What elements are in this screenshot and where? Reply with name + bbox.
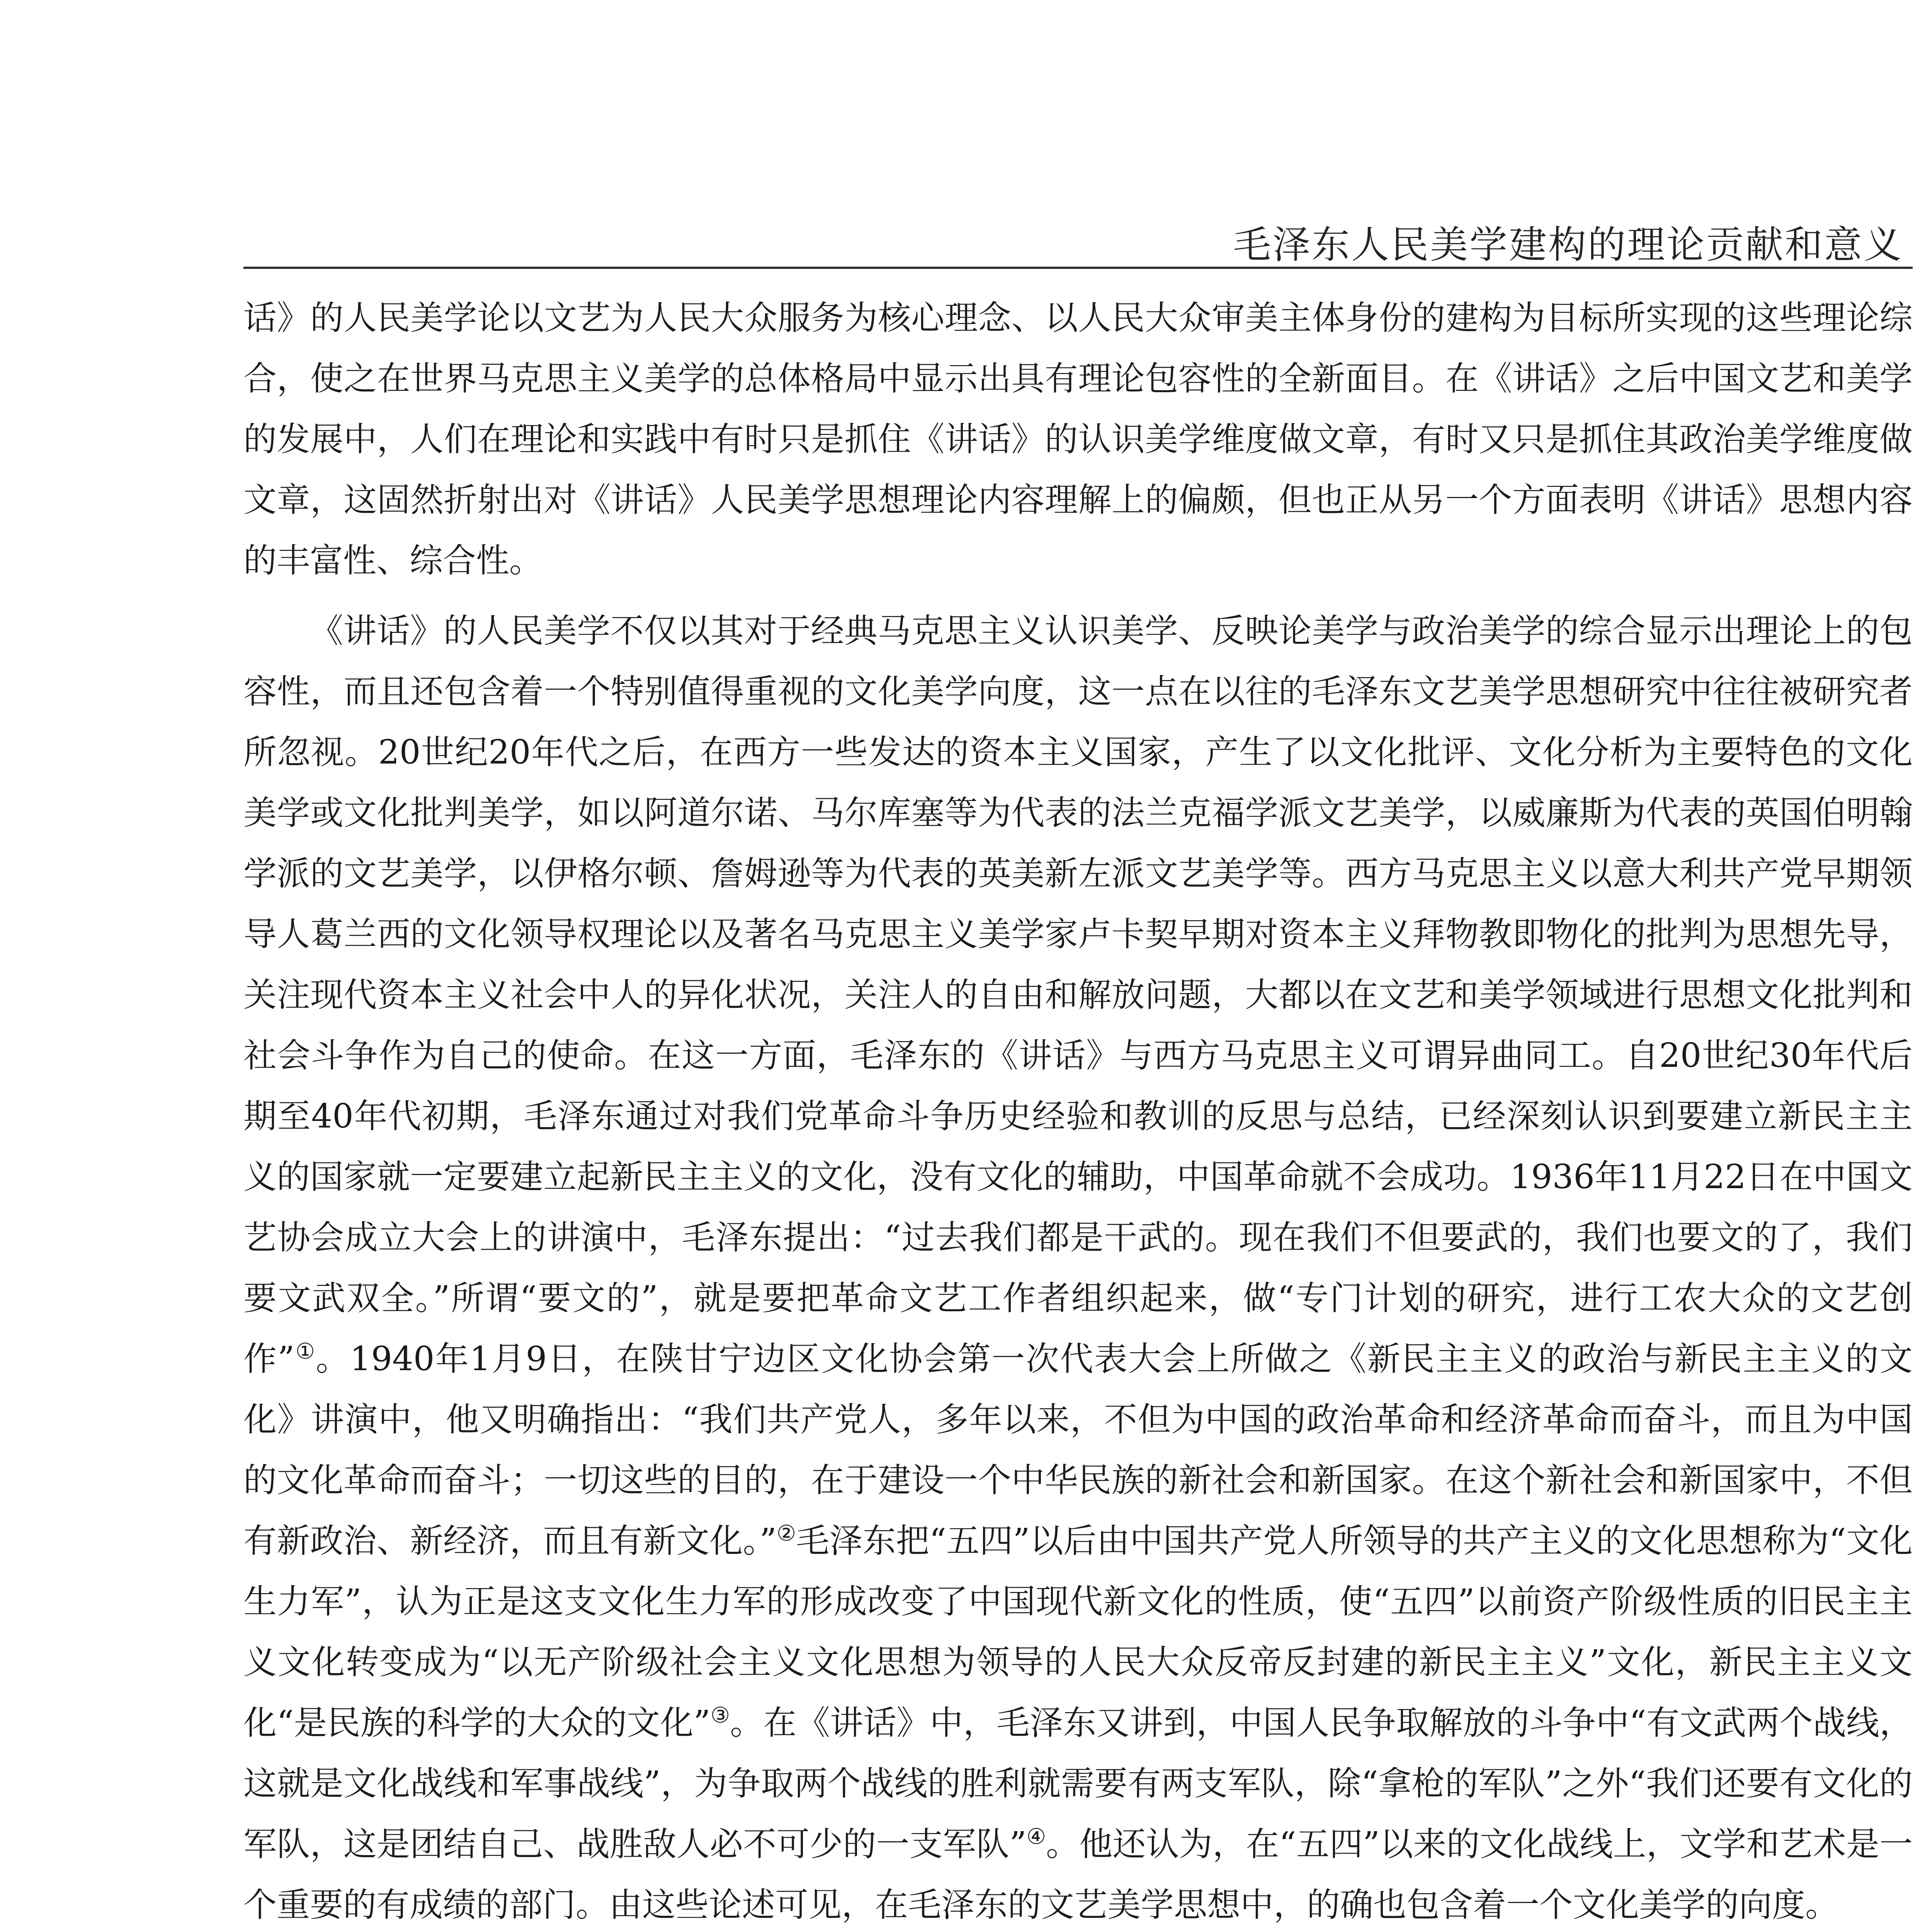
paragraph-2-seg1: 《讲话》的人民美学不仅以其对于经典马克思主义认识美学、反映论美学与政治美学的综合显示出理论上的包容性，而且还包含着一个特别值得重视的文化美学向度，这一点在以往的毛泽东文艺美学思想研究中往往被研究者所忽视。20世纪20年代之后，在西方一些发达的资本主义国家，产生了以文化批评、文化分析为主要特色的文化美学或文化批判美学，如以阿道尔诺、马尔库塞等为代表的法兰克福学派文艺美学，以威廉斯为代表的英国伯明翰学派的文艺美学，以伊格尔顿、詹姆逊等为代表的英美新左派文艺美学等。西方马克思主义以意大利共产党早期领导人葛兰西的文化领导权理论以及著名马克思主义美学家卢卡契早期对资本主义拜物教即物化的批判为思想先导，关注现代资本主义社会中人的异化状况，关注人的自由和解放问题，大都以在文艺和美学领域进行思想文化批判和社会斗争作为自己的使命。在这一方面，毛泽东的《讲话》与西方马克思主义可谓异曲同工。自20世纪30年代后期至40年代初期，毛泽东通过对我们党革命斗争历史经验和教训的反思与总结，已经深刻认识到要建立新民主主义的国家就一定要建立起新民主主义的文化，没有文化的辅助，中国革命就不会成功。1936年11月22日在中国文艺协会成立大会上的讲演中，毛泽东提出：“过去我们都是干武的。现在我们不但要武的，我们也要文的了，我们要文武双全。”所谓“要文的”，就是要把革命文艺工作者组织起来，做“专门计划的研究，进行工农大众的文艺创作” bbox=[243, 612, 1913, 1378]
header-rule bbox=[243, 267, 1913, 269]
paragraph-2-seg4: 。在《讲话》中，毛泽东又讲到，中国人民争取解放的斗争中“有文武两个战线，这就是文化战线和军事战线”，为争取两个战线的胜利就需要有两支军队，除“拿枪的军队”之外“我们还要有文化的军队，这是团结自己、战胜敌人必不可少的一支军队” bbox=[243, 1704, 1913, 1864]
paragraph-2 bbox=[243, 601, 1913, 1932]
paragraph-2-seg2: 。1940年1月9日，在陕甘宁边区文化协会第一次代表大会上所做之《新民主主义的政治与新民主主义的文化》讲演中，他又明确指出：“我们共产党人，多年以来，不但为中国的政治革命和经济革命而奋斗，而且为中国的文化革命而奋斗；一切这些的目的，在于建设一个中华民族的新社会和新国家。在这个新社会和新国家中，不但有新政治、新经济，而且有新文化。” bbox=[243, 1340, 1913, 1560]
footnote-ref-2[interactable]: ② bbox=[776, 1521, 796, 1546]
footnote-ref-4[interactable]: ④ bbox=[1026, 1824, 1046, 1849]
footnote-ref-3[interactable]: ③ bbox=[710, 1703, 730, 1728]
paragraph-1: 话》的人民美学论以文艺为人民大众服务为核心理念、以人民大众审美主体身份的建构为目标所实现的这些理论综合，使之在世界马克思主义美学的总体格局中显示出具有理论包容性的全新面目。在《讲话》之后中国文艺和美学的发展中，人们在理论和实践中有时只是抓住《讲话》的认识美学维度做文章，有时又只是抓住其政治美学维度做文章，这固然折射出对《讲话》人民美学思想理论内容理解上的偏颇，但也正从另一个方面表明《讲话》思想内容的丰富性、综合性。 bbox=[243, 299, 1913, 580]
running-title: 毛泽东人民美学建构的理论贡献和意义 bbox=[1233, 223, 1903, 267]
paragraph-2-seg3: 毛泽东把“五四”以后由中国共产党人所领导的共产主义的文化思想称为“文化生力军”，认为正是这支文化生力军的形成改变了中国现代新文化的性质，使“五四”以前资产阶级性质的旧民主主义文化转变成为“以无产阶级社会主义文化思想为领导的人民大众反帝反封建的新民主主义”文化，新民主主义文化“是民族的科学的大众的文化” bbox=[243, 1522, 1913, 1742]
footnote-ref-1[interactable]: ① bbox=[294, 1339, 316, 1364]
paragraph-2-seg5: 。他还认为，在“五四”以来的文化战线上，文学和艺术是一个重要的有成绩的部门。由这些论述可见，在毛泽东的文艺美学思想中，的确也包含着一个文化美学的向度。 bbox=[243, 1825, 1913, 1924]
article-body bbox=[243, 288, 1913, 1932]
